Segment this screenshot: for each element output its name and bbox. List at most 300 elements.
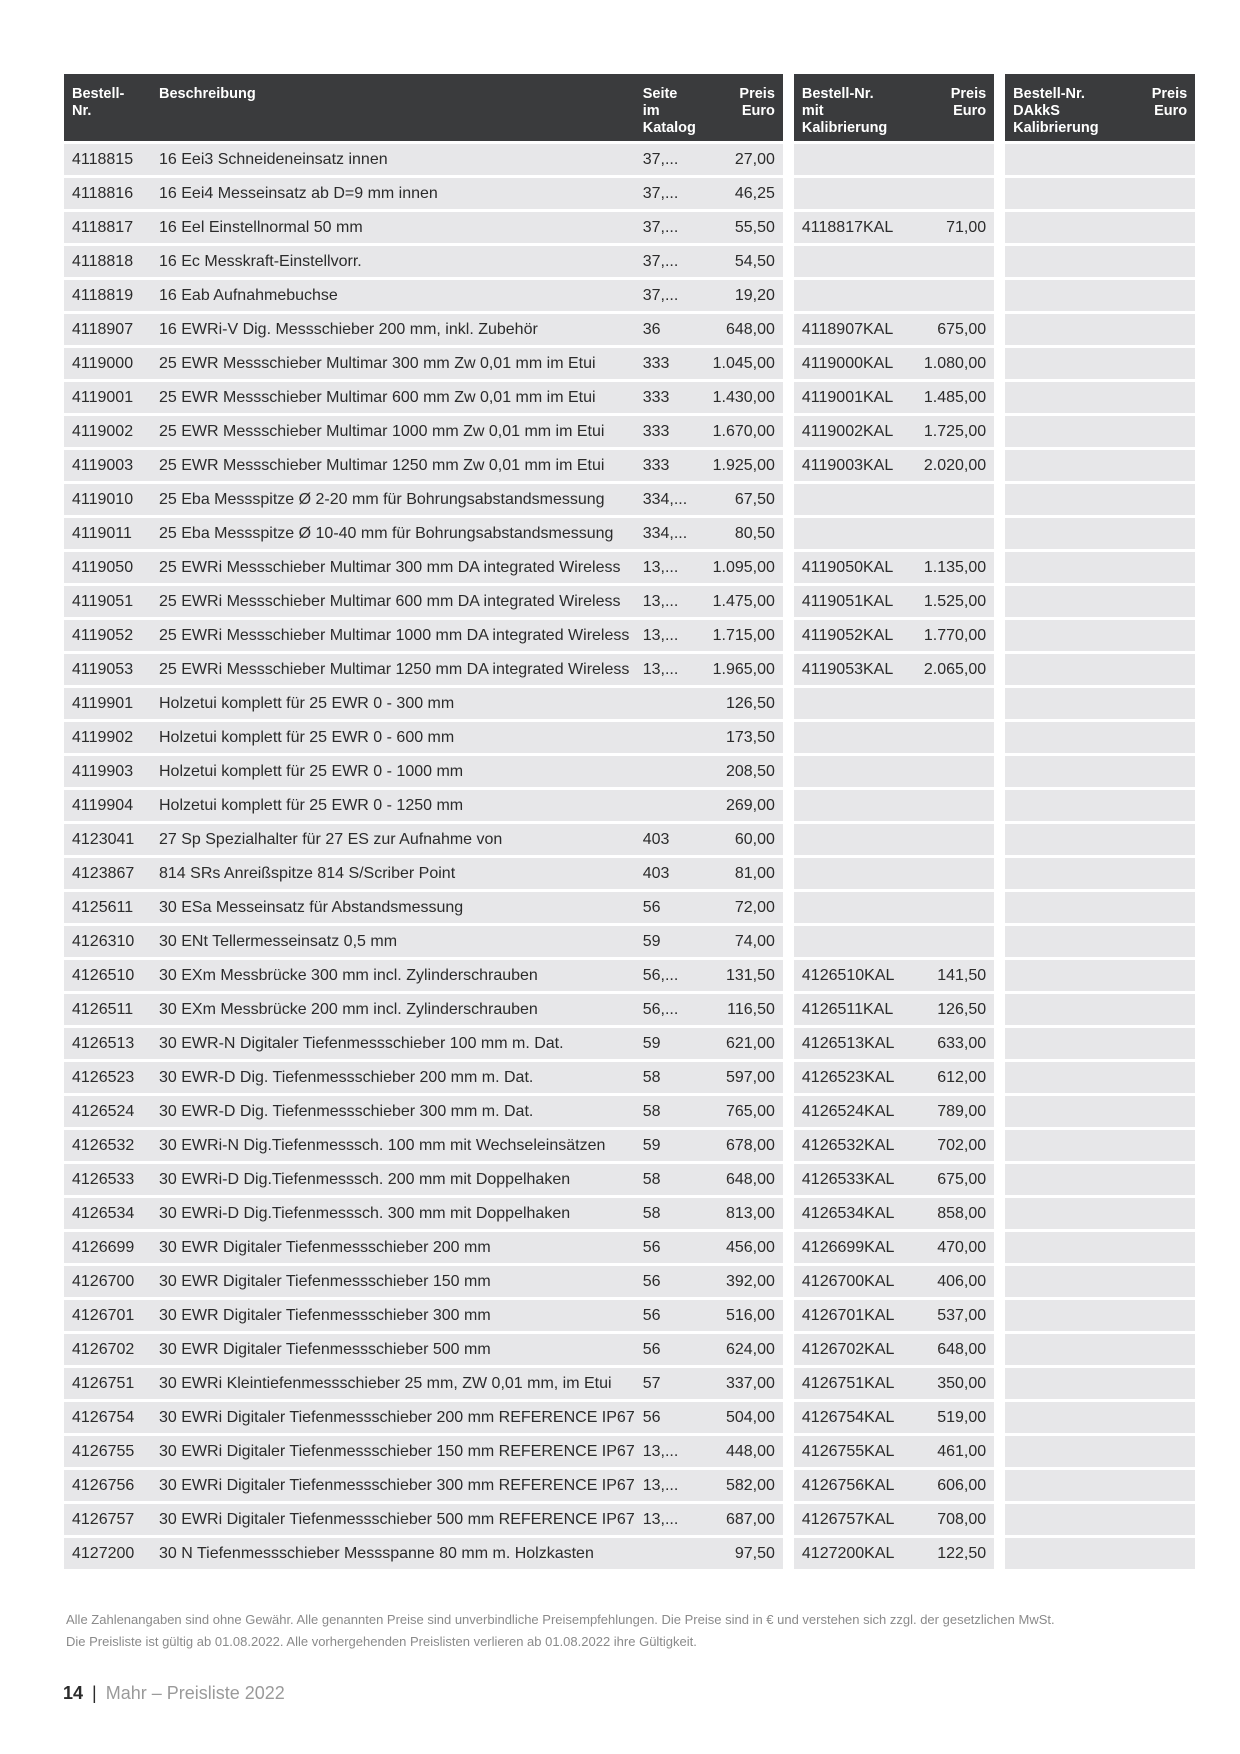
catalog-page-cell: 13,... (635, 654, 704, 685)
main-price-table (64, 71, 783, 1572)
price-cell: 46,25 (704, 178, 783, 209)
calibration-order-number-cell: 4126523KAL (794, 1062, 916, 1093)
order-number-cell: 4118907 (64, 314, 151, 345)
table-row (64, 858, 783, 889)
calibration-row (794, 1368, 994, 1399)
price-cell: 1.715,00 (704, 620, 783, 651)
catalog-page-cell: 59 (635, 1028, 704, 1059)
order-number-cell: 4119902 (64, 722, 151, 753)
price-cell: 516,00 (704, 1300, 783, 1331)
page-footer (63, 1683, 285, 1704)
calibration-price-cell: 675,00 (916, 1164, 994, 1195)
dakks-row (1005, 212, 1195, 243)
order-number-cell: 4119053 (64, 654, 151, 685)
calibration-row (794, 994, 994, 1025)
dakks-price-cell (1141, 824, 1195, 855)
calibration-order-number-cell: 4126513KAL (794, 1028, 916, 1059)
calibration-order-number-cell (794, 790, 916, 821)
price-cell: 67,50 (704, 484, 783, 515)
dakks-row (1005, 1266, 1195, 1297)
description-cell: 30 EWR-N Digitaler Tiefenmessschieber 100 mm m. Dat. (151, 1028, 635, 1059)
table-row (64, 1028, 783, 1059)
calibration-price-cell (916, 722, 994, 753)
table-row (64, 1368, 783, 1399)
calibration-row (794, 246, 994, 277)
description-cell: 30 EWR Digitaler Tiefenmessschieber 200 mm (151, 1232, 635, 1263)
catalog-page-cell: 56,... (635, 960, 704, 991)
dakks-price-cell (1141, 484, 1195, 515)
dakks-row (1005, 552, 1195, 583)
dakks-row (1005, 586, 1195, 617)
calibration-row (794, 858, 994, 889)
calibration-row (794, 756, 994, 787)
calibration-row (794, 1232, 994, 1263)
header-price-l2: Euro (741, 103, 775, 119)
catalog-page-cell: 333 (635, 348, 704, 379)
order-number-cell: 4119010 (64, 484, 151, 515)
disclaimer-line-1: Alle Zahlenangaben sind ohne Gewähr. Alle genannten Preise sind unverbindliche Preisempfehlungen. Die Preise sind in € und verstehen sich zzgl. der gesetzlichen MwSt. (66, 1612, 1055, 1627)
catalog-page-cell: 13,... (635, 586, 704, 617)
calibration-price-cell: 1.525,00 (916, 586, 994, 617)
table-row (64, 892, 783, 923)
calibration-row (794, 382, 994, 413)
description-cell: 25 EWRi Messschieber Multimar 300 mm DA integrated Wireless (151, 552, 635, 583)
calibration-order-number-cell (794, 178, 916, 209)
order-number-cell: 4126755 (64, 1436, 151, 1467)
description-cell: 25 EWR Messschieber Multimar 600 mm Zw 0,01 mm im Etui (151, 382, 635, 413)
price-cell: 116,50 (704, 994, 783, 1025)
table-row (64, 824, 783, 855)
dakks-price-cell (1141, 1096, 1195, 1127)
dakks-order-number-cell (1005, 1266, 1141, 1297)
catalog-page-cell: 56 (635, 1334, 704, 1365)
calibration-price-cell: 675,00 (916, 314, 994, 345)
dakks-price-cell (1141, 654, 1195, 685)
price-cell: 392,00 (704, 1266, 783, 1297)
calibration-row (794, 892, 994, 923)
calibration-price-cell: 470,00 (916, 1232, 994, 1263)
catalog-page-cell: 37,... (635, 212, 704, 243)
calibration-price-cell: 519,00 (916, 1402, 994, 1433)
calibration-price-cell: 2.020,00 (916, 450, 994, 481)
catalog-page-cell: 59 (635, 926, 704, 957)
footer-separator: | (92, 1683, 97, 1703)
calibration-order-number-cell (794, 144, 916, 175)
calibration-order-number-cell: 4126511KAL (794, 994, 916, 1025)
calibration-price-cell (916, 858, 994, 889)
catalog-page-cell: 37,... (635, 280, 704, 311)
price-cell: 582,00 (704, 1470, 783, 1501)
header-catalog-page-l1: Seite im (642, 86, 678, 119)
calibration-order-number-cell: 4126755KAL (794, 1436, 916, 1467)
dakks-row (1005, 1198, 1195, 1229)
catalog-page-cell (635, 688, 704, 719)
catalog-page-cell: 13,... (635, 620, 704, 651)
calibration-row (794, 1334, 994, 1365)
calibration-row (794, 1028, 994, 1059)
calibration-row (794, 450, 994, 481)
table-row (64, 1096, 783, 1127)
catalog-page-cell: 37,... (635, 246, 704, 277)
calibration-row (794, 314, 994, 345)
dakks-row (1005, 722, 1195, 753)
dakks-order-number-cell (1005, 1130, 1141, 1161)
main-header-row (64, 74, 783, 141)
dakks-row (1005, 1096, 1195, 1127)
calibration-price-cell: 858,00 (916, 1198, 994, 1229)
description-cell: 25 Eba Messspitze Ø 10-40 mm für Bohrungsabstandsmessung (151, 518, 635, 549)
order-number-cell: 4119901 (64, 688, 151, 719)
dakks-price-table (1005, 71, 1195, 1572)
price-cell: 19,20 (704, 280, 783, 311)
header-price (704, 74, 783, 141)
order-number-cell: 4119001 (64, 382, 151, 413)
calibration-order-number-cell (794, 858, 916, 889)
calibration-row (794, 1504, 994, 1535)
catalog-page-cell: 13,... (635, 1436, 704, 1467)
calibration-order-number-cell: 4119050KAL (794, 552, 916, 583)
description-cell: 25 EWRi Messschieber Multimar 600 mm DA integrated Wireless (151, 586, 635, 617)
table-row (64, 484, 783, 515)
calibration-price-cell: 612,00 (916, 1062, 994, 1093)
dakks-price-cell (1141, 280, 1195, 311)
table-row (64, 1334, 783, 1365)
calibration-order-number-cell (794, 756, 916, 787)
description-cell: 30 EWR Digitaler Tiefenmessschieber 500 mm (151, 1334, 635, 1365)
dakks-row (1005, 858, 1195, 889)
dakks-row (1005, 416, 1195, 447)
table-row (64, 994, 783, 1025)
dakks-price-cell (1141, 518, 1195, 549)
table-row (64, 280, 783, 311)
dakks-order-number-cell (1005, 518, 1141, 549)
calibration-price-cell (916, 756, 994, 787)
calibration-order-number-cell (794, 824, 916, 855)
catalog-page-cell: 334,... (635, 484, 704, 515)
table-row (64, 1436, 783, 1467)
catalog-page-cell (635, 722, 704, 753)
dakks-price-cell (1141, 1164, 1195, 1195)
dakks-row (1005, 314, 1195, 345)
calibration-price-cell: 2.065,00 (916, 654, 994, 685)
dakks-order-number-cell (1005, 1504, 1141, 1535)
dakks-price-cell (1141, 1130, 1195, 1161)
dakks-order-number-cell (1005, 994, 1141, 1025)
calibration-order-number-cell: 4119000KAL (794, 348, 916, 379)
catalog-page-cell: 13,... (635, 552, 704, 583)
price-cell: 621,00 (704, 1028, 783, 1059)
catalog-page-cell: 36 (635, 314, 704, 345)
dakks-price-cell (1141, 858, 1195, 889)
price-cell: 1.095,00 (704, 552, 783, 583)
table-row (64, 960, 783, 991)
table-row (64, 382, 783, 413)
header-calibration-price (916, 74, 994, 141)
dakks-order-number-cell (1005, 1470, 1141, 1501)
description-cell: 30 EWR-D Dig. Tiefenmessschieber 300 mm m. Dat. (151, 1096, 635, 1127)
dakks-row (1005, 1504, 1195, 1535)
calibration-order-number-cell: 4127200KAL (794, 1538, 916, 1569)
table-row (64, 586, 783, 617)
dakks-price-cell (1141, 1368, 1195, 1399)
dakks-row (1005, 1470, 1195, 1501)
calibration-order-number-cell (794, 518, 916, 549)
calibration-order-number-cell (794, 688, 916, 719)
calibration-row (794, 484, 994, 515)
price-cell: 80,50 (704, 518, 783, 549)
price-cell: 54,50 (704, 246, 783, 277)
price-cell: 678,00 (704, 1130, 783, 1161)
dakks-price-cell (1141, 994, 1195, 1025)
description-cell: 16 Eei4 Messeinsatz ab D=9 mm innen (151, 178, 635, 209)
price-cell: 55,50 (704, 212, 783, 243)
table-row (64, 688, 783, 719)
header-dakks-price-l1: Preis (1151, 86, 1188, 102)
catalog-page-cell: 58 (635, 1198, 704, 1229)
dakks-row (1005, 1130, 1195, 1161)
price-cell: 597,00 (704, 1062, 783, 1093)
order-number-cell: 4123867 (64, 858, 151, 889)
description-cell: 16 Ec Messkraft-Einstellvorr. (151, 246, 635, 277)
calibration-price-cell (916, 824, 994, 855)
dakks-price-cell (1141, 552, 1195, 583)
calibration-row (794, 280, 994, 311)
calibration-price-cell: 1.770,00 (916, 620, 994, 651)
calibration-order-number-cell: 4118907KAL (794, 314, 916, 345)
catalog-page-cell: 58 (635, 1164, 704, 1195)
price-cell: 126,50 (704, 688, 783, 719)
table-row (64, 552, 783, 583)
dakks-order-number-cell (1005, 314, 1141, 345)
calibration-price-cell: 406,00 (916, 1266, 994, 1297)
dakks-order-number-cell (1005, 960, 1141, 991)
catalog-page-cell: 58 (635, 1062, 704, 1093)
order-number-cell: 4126757 (64, 1504, 151, 1535)
description-cell: 30 EWRi-D Dig.Tiefenmesssch. 300 mm mit Doppelhaken (151, 1198, 635, 1229)
dakks-price-cell (1141, 586, 1195, 617)
description-cell: Holzetui komplett für 25 EWR 0 - 1000 mm (151, 756, 635, 787)
description-cell: 30 EWRi-D Dig.Tiefenmesssch. 200 mm mit Doppelhaken (151, 1164, 635, 1195)
dakks-price-cell (1141, 212, 1195, 243)
description-cell: 30 EWRi Digitaler Tiefenmessschieber 300 mm REFERENCE IP67 (151, 1470, 635, 1501)
dakks-price-cell (1141, 1470, 1195, 1501)
calibration-price-cell (916, 246, 994, 277)
calibration-price-cell (916, 688, 994, 719)
calibration-price-cell (916, 926, 994, 957)
order-number-cell: 4126756 (64, 1470, 151, 1501)
dakks-price-cell (1141, 1402, 1195, 1433)
dakks-order-number-cell (1005, 824, 1141, 855)
calibration-order-number-cell: 4119002KAL (794, 416, 916, 447)
dakks-price-cell (1141, 892, 1195, 923)
calibration-price-cell: 1.135,00 (916, 552, 994, 583)
dakks-row (1005, 654, 1195, 685)
table-row (64, 1266, 783, 1297)
dakks-order-number-cell (1005, 348, 1141, 379)
calibration-order-number-cell: 4126533KAL (794, 1164, 916, 1195)
calibration-order-number-cell: 4126532KAL (794, 1130, 916, 1161)
dakks-order-number-cell (1005, 892, 1141, 923)
calibration-order-number-cell (794, 926, 916, 957)
order-number-cell: 4126699 (64, 1232, 151, 1263)
order-number-cell: 4118815 (64, 144, 151, 175)
dakks-order-number-cell (1005, 1198, 1141, 1229)
price-cell: 1.965,00 (704, 654, 783, 685)
order-number-cell: 4125611 (64, 892, 151, 923)
order-number-cell: 4118818 (64, 246, 151, 277)
price-cell: 173,50 (704, 722, 783, 753)
dakks-row (1005, 1164, 1195, 1195)
dakks-header-row (1005, 74, 1195, 141)
description-cell: 25 EWR Messschieber Multimar 1000 mm Zw 0,01 mm im Etui (151, 416, 635, 447)
dakks-order-number-cell (1005, 1436, 1141, 1467)
dakks-price-cell (1141, 1334, 1195, 1365)
price-cell: 648,00 (704, 314, 783, 345)
catalog-page-cell: 57 (635, 1368, 704, 1399)
calibration-price-cell: 71,00 (916, 212, 994, 243)
catalog-page-cell: 56 (635, 1300, 704, 1331)
dakks-row (1005, 144, 1195, 175)
description-cell: 25 EWRi Messschieber Multimar 1000 mm DA integrated Wireless (151, 620, 635, 651)
order-number-cell: 4126532 (64, 1130, 151, 1161)
dakks-order-number-cell (1005, 620, 1141, 651)
dakks-row (1005, 1334, 1195, 1365)
price-cell: 765,00 (704, 1096, 783, 1127)
dakks-row (1005, 892, 1195, 923)
dakks-order-number-cell (1005, 756, 1141, 787)
calibration-price-cell: 122,50 (916, 1538, 994, 1569)
document-title: Mahr – Preisliste 2022 (105, 1683, 285, 1703)
dakks-price-cell (1141, 314, 1195, 345)
price-cell: 60,00 (704, 824, 783, 855)
price-cell: 448,00 (704, 1436, 783, 1467)
dakks-order-number-cell (1005, 1028, 1141, 1059)
table-row (64, 1300, 783, 1331)
calibration-row (794, 348, 994, 379)
table-row (64, 178, 783, 209)
catalog-page-cell: 59 (635, 1130, 704, 1161)
price-tables (64, 74, 1195, 1572)
dakks-order-number-cell (1005, 212, 1141, 243)
catalog-page-cell (635, 1538, 704, 1569)
calibration-price-cell: 461,00 (916, 1436, 994, 1467)
dakks-row (1005, 824, 1195, 855)
dakks-order-number-cell (1005, 688, 1141, 719)
dakks-order-number-cell (1005, 1402, 1141, 1433)
dakks-price-cell (1141, 144, 1195, 175)
price-cell: 504,00 (704, 1402, 783, 1433)
dakks-row (1005, 518, 1195, 549)
dakks-price-cell (1141, 450, 1195, 481)
dakks-order-number-cell (1005, 1300, 1141, 1331)
price-cell: 813,00 (704, 1198, 783, 1229)
catalog-page-cell: 56 (635, 1266, 704, 1297)
dakks-price-cell (1141, 1028, 1195, 1059)
catalog-page-cell: 13,... (635, 1470, 704, 1501)
price-cell: 1.925,00 (704, 450, 783, 481)
catalog-page-cell: 37,... (635, 178, 704, 209)
calibration-price-cell: 537,00 (916, 1300, 994, 1331)
dakks-order-number-cell (1005, 450, 1141, 481)
dakks-row (1005, 620, 1195, 651)
dakks-order-number-cell (1005, 1538, 1141, 1569)
price-cell: 1.475,00 (704, 586, 783, 617)
description-cell: 25 EWR Messschieber Multimar 300 mm Zw 0,01 mm im Etui (151, 348, 635, 379)
dakks-order-number-cell (1005, 552, 1141, 583)
calibration-row (794, 1436, 994, 1467)
order-number-cell: 4119904 (64, 790, 151, 821)
calibration-price-cell (916, 892, 994, 923)
calibration-row (794, 1538, 994, 1569)
dakks-row (1005, 960, 1195, 991)
calibration-row (794, 722, 994, 753)
dakks-order-number-cell (1005, 144, 1141, 175)
calibration-price-cell: 648,00 (916, 1334, 994, 1365)
description-cell: 16 Eel Einstellnormal 50 mm (151, 212, 635, 243)
table-row (64, 416, 783, 447)
calibration-order-number-cell: 4119052KAL (794, 620, 916, 651)
dakks-row (1005, 1300, 1195, 1331)
header-dakks-nr-l2: DAkkS Kalibrierung (1013, 103, 1099, 136)
calibration-price-cell: 702,00 (916, 1130, 994, 1161)
table-row (64, 212, 783, 243)
order-number-cell: 4119011 (64, 518, 151, 549)
price-cell: 624,00 (704, 1334, 783, 1365)
calibration-price-cell: 633,00 (916, 1028, 994, 1059)
order-number-cell: 4126310 (64, 926, 151, 957)
calibration-row (794, 654, 994, 685)
calibration-row (794, 1300, 994, 1331)
description-cell: Holzetui komplett für 25 EWR 0 - 300 mm (151, 688, 635, 719)
description-cell: 30 EWR-D Dig. Tiefenmessschieber 200 mm m. Dat. (151, 1062, 635, 1093)
table-row (64, 144, 783, 175)
calibration-order-number-cell: 4126754KAL (794, 1402, 916, 1433)
dakks-row (1005, 1028, 1195, 1059)
calibration-order-number-cell: 4126534KAL (794, 1198, 916, 1229)
order-number-cell: 4119003 (64, 450, 151, 481)
calibration-row (794, 1266, 994, 1297)
catalog-page-cell: 56 (635, 1232, 704, 1263)
table-row (64, 926, 783, 957)
catalog-page-cell: 13,... (635, 1504, 704, 1535)
dakks-price-cell (1141, 756, 1195, 787)
table-row (64, 722, 783, 753)
dakks-row (1005, 280, 1195, 311)
dakks-order-number-cell (1005, 1368, 1141, 1399)
calibration-row (794, 416, 994, 447)
calibration-row (794, 1198, 994, 1229)
calibration-row (794, 960, 994, 991)
table-row (64, 1164, 783, 1195)
calibration-order-number-cell (794, 246, 916, 277)
order-number-cell: 4126513 (64, 1028, 151, 1059)
calibration-row (794, 178, 994, 209)
dakks-row (1005, 1062, 1195, 1093)
header-price-l1: Preis (739, 86, 775, 102)
dakks-price-cell (1141, 178, 1195, 209)
order-number-cell: 4119000 (64, 348, 151, 379)
dakks-row (1005, 246, 1195, 277)
price-cell: 208,50 (704, 756, 783, 787)
description-cell: 30 EXm Messbrücke 300 mm incl. Zylinderschrauben (151, 960, 635, 991)
dakks-row (1005, 382, 1195, 413)
dakks-price-cell (1141, 960, 1195, 991)
calibration-price-cell: 789,00 (916, 1096, 994, 1127)
dakks-order-number-cell (1005, 382, 1141, 413)
dakks-price-cell (1141, 1062, 1195, 1093)
description-cell: 16 Eei3 Schneideneinsatz innen (151, 144, 635, 175)
main-table-body (64, 144, 783, 1569)
